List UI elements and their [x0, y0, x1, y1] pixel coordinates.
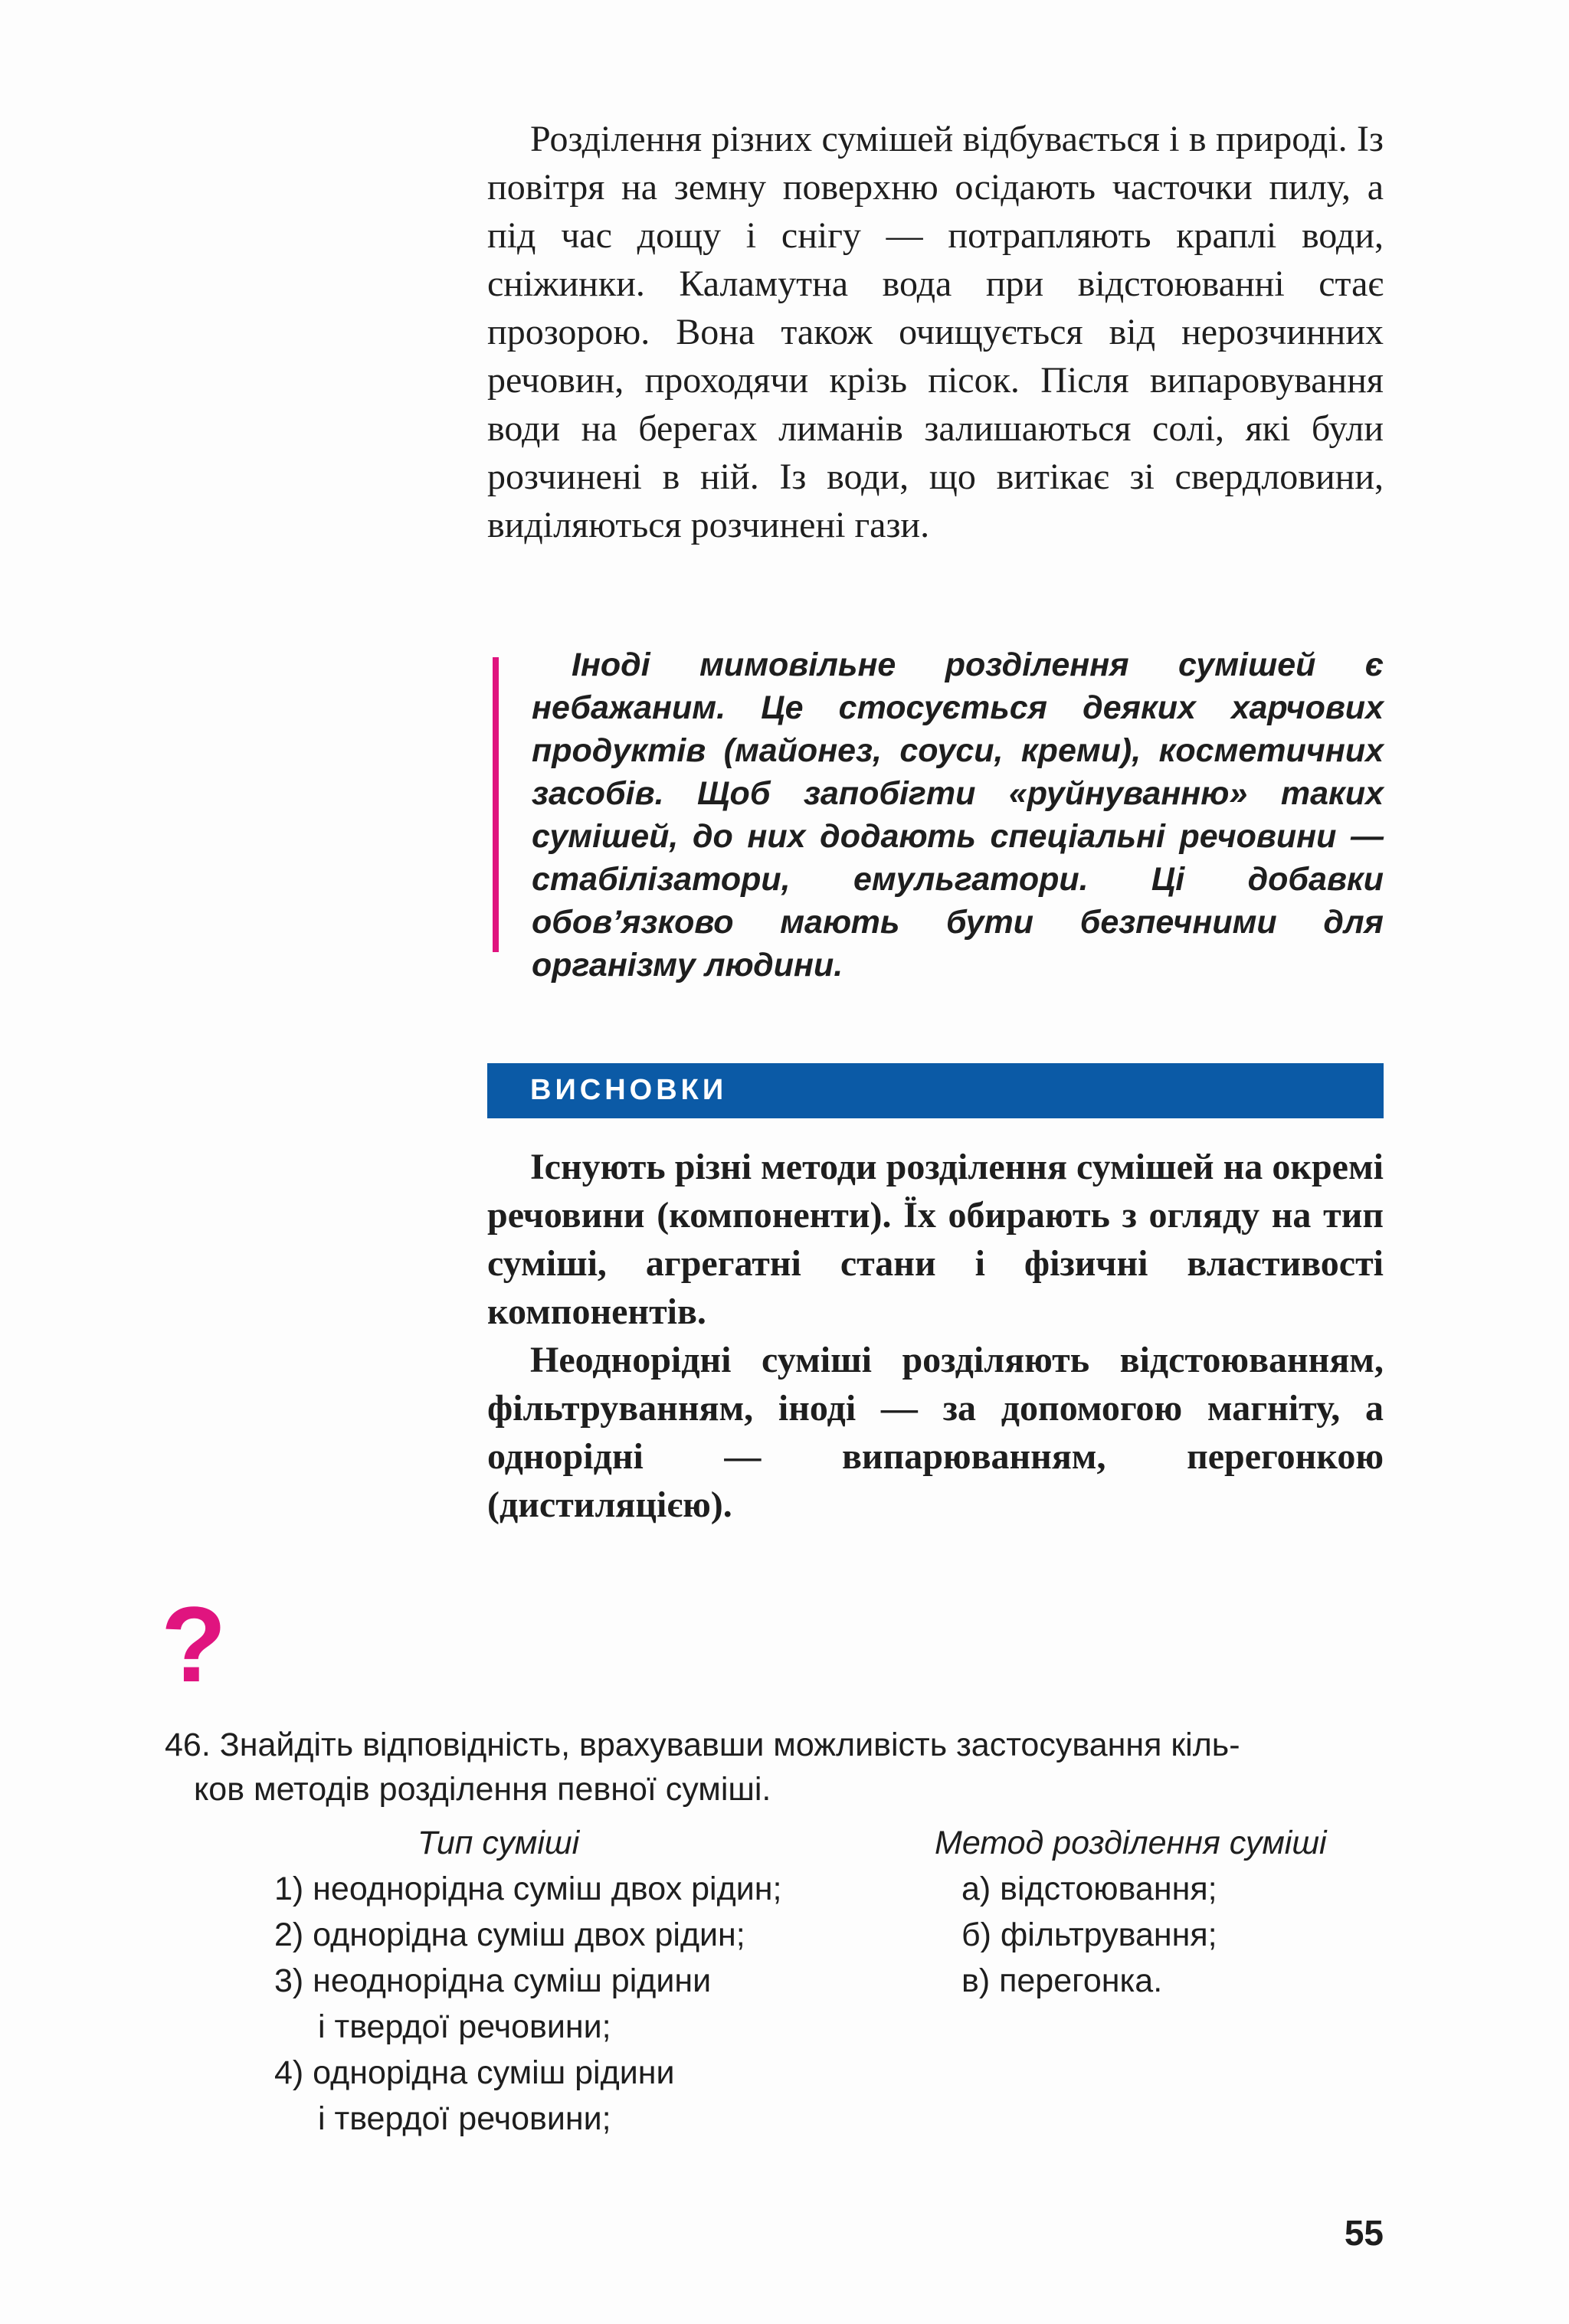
conclusions-summary — [487, 1143, 1384, 1529]
right-column-header: Метод розділення суміші — [935, 1825, 1327, 1861]
left-item-4: 4) однорідна суміш рідини — [274, 2054, 675, 2091]
note-paragraph: Іноді мимовільне розділення сумішей є небажаним. Це стосується деяких харчових продуктів (майонез, соуси, креми), косметичних засобів. Щоб запобігти «руйнуванню» таких сумішей, до них додають спеціальні речовини — стабілізатори, емульгатори. Ці добавки обов’язково мають бути безпечними для організму людини. — [532, 646, 1384, 984]
left-item-3: 3) неоднорідна суміш рідини — [274, 1962, 712, 1999]
left-column-header: Тип суміші — [418, 1825, 580, 1861]
right-item-b: б) фільтрування; — [961, 1916, 1217, 1953]
note-accent-bar — [493, 657, 499, 952]
question-mark-icon: ? — [161, 1584, 227, 1704]
conclusions-banner — [487, 1063, 1384, 1118]
task-line-1: 46. Знайдіть відповідність, врахувавши можливість застосування кіль- — [165, 1727, 1240, 1763]
left-item-4-cont: і твердої речовини; — [318, 2100, 611, 2137]
conclusion-paragraph-1: Існують різні методи розділення сумішей на окремі речовини (компоненти). Їх обирають з огляду на тип суміші, агрегатні стани і фізичні властивості компонентів. — [487, 1147, 1384, 1332]
left-item-2: 2) однорідна суміш двох рідин; — [274, 1916, 745, 1953]
left-item-1: 1) неоднорідна суміш двох рідин; — [274, 1871, 782, 1907]
task-line-2: ков методів розділення певної суміші. — [194, 1771, 771, 1808]
body-paragraph: Розділення різних сумішей відбувається і в природі. Із повітря на земну поверхню осідають часточки пилу, а під час дощу і снігу — потрапляють краплі води, сніжинки. Каламутна вода при відстоюванні стає прозорою. Вона також очищується від нерозчинних речовин, проходячи крізь пісок. Після випаровування води на берегах лиманів залишаються солі, які були розчинені в ній. Із води, що витікає зі свердловини, виділяються розчинені гази. — [487, 119, 1384, 545]
conclusion-paragraph-2: Неоднорідні суміші розділяють відстоюванням, фільтруванням, іноді — за допомогою магніту, а однорідні — випарюванням, перегонкою (дистиляцією). — [487, 1340, 1384, 1525]
left-item-3-cont: і твердої речовини; — [318, 2008, 611, 2045]
right-item-a: а) відстоювання; — [961, 1871, 1217, 1907]
right-item-c: в) перегонка. — [961, 1962, 1163, 1999]
page-number: 55 — [1344, 2213, 1384, 2253]
conclusions-title: ВИСНОВКИ — [530, 1074, 728, 1106]
